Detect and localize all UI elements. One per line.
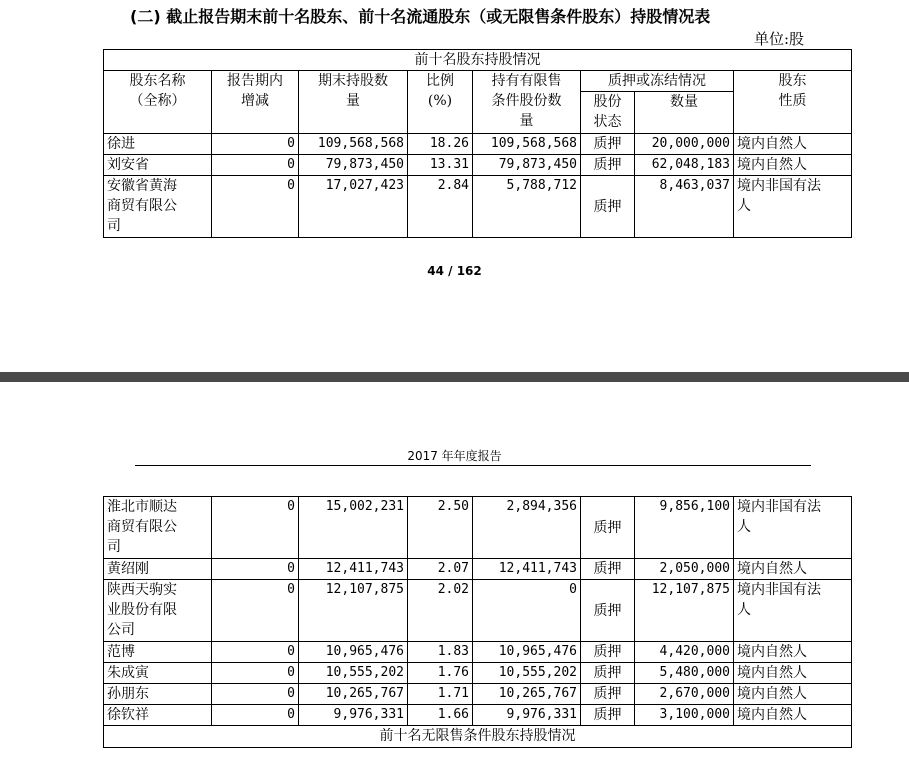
cell-change: 0 (212, 663, 299, 684)
page-44 (0, 0, 909, 372)
shareholder-row (104, 705, 852, 726)
cell-change: 0 (212, 580, 299, 642)
cell-nature: 境内自然人 (734, 559, 852, 580)
cell-name: 淮北市顺达 商贸有限公 司 (104, 497, 212, 559)
cell-ratio: 1.83 (408, 642, 473, 663)
col-header-nature: 股东 性质 (734, 71, 852, 134)
cell-nature: 境内自然人 (734, 663, 852, 684)
top-shareholders-table-continued (103, 496, 852, 748)
cell-name: 孙朋东 (104, 684, 212, 705)
shareholder-row (104, 580, 852, 642)
header-rule (135, 465, 811, 466)
page-separator (0, 372, 909, 382)
col-header-share-status: 股份 状态 (581, 92, 635, 134)
continued-rows (104, 497, 852, 726)
cell-ratio: 2.07 (408, 559, 473, 580)
cell-status: 质押 (581, 134, 635, 155)
cell-restricted: 10,265,767 (473, 684, 581, 705)
shareholder-row (104, 155, 852, 176)
cell-quantity: 8,463,037 (635, 176, 734, 238)
cell-ratio: 18.26 (408, 134, 473, 155)
cell-holding: 12,411,743 (299, 559, 408, 580)
cell-name: 徐钦祥 (104, 705, 212, 726)
cell-name: 刘安省 (104, 155, 212, 176)
col-header-restricted: 持有有限售 条件股份数 量 (473, 71, 581, 134)
col-header-name: 股东名称 （全称） (104, 71, 212, 134)
cell-status: 质押 (581, 663, 635, 684)
section-heading: (二) 截止报告期末前十名股东、前十名流通股东（或无限售条件股东）持股情况表 (130, 7, 711, 26)
cell-status: 质押 (581, 176, 635, 238)
cell-quantity: 5,480,000 (635, 663, 734, 684)
cell-ratio: 13.31 (408, 155, 473, 176)
cell-holding: 10,555,202 (299, 663, 408, 684)
top-shareholders-table (103, 49, 852, 238)
cell-status: 质押 (581, 559, 635, 580)
cell-holding: 15,002,231 (299, 497, 408, 559)
cell-status: 质押 (581, 705, 635, 726)
cell-ratio: 1.66 (408, 705, 473, 726)
cell-restricted: 5,788,712 (473, 176, 581, 238)
cell-status: 质押 (581, 155, 635, 176)
cell-name: 朱成寅 (104, 663, 212, 684)
cell-name: 安徽省黄海 商贸有限公 司 (104, 176, 212, 238)
cell-restricted: 79,873,450 (473, 155, 581, 176)
cell-ratio: 1.76 (408, 663, 473, 684)
cell-restricted: 10,965,476 (473, 642, 581, 663)
cell-quantity: 9,856,100 (635, 497, 734, 559)
page-indicator: 44 / 162 (427, 264, 482, 278)
cell-holding: 9,976,331 (299, 705, 408, 726)
cell-restricted: 12,411,743 (473, 559, 581, 580)
col-header-ratio: 比例 (%) (408, 71, 473, 134)
cell-nature: 境内自然人 (734, 155, 852, 176)
cell-holding: 109,568,568 (299, 134, 408, 155)
cell-ratio: 2.50 (408, 497, 473, 559)
cell-ratio: 1.71 (408, 684, 473, 705)
cell-nature: 境内自然人 (734, 134, 852, 155)
shareholder-row (104, 663, 852, 684)
cell-holding: 17,027,423 (299, 176, 408, 238)
cell-status: 质押 (581, 580, 635, 642)
cell-quantity: 3,100,000 (635, 705, 734, 726)
cell-restricted: 0 (473, 580, 581, 642)
cell-nature: 境内非国有法 人 (734, 580, 852, 642)
col-header-holding: 期末持股数 量 (299, 71, 408, 134)
cell-holding: 10,265,767 (299, 684, 408, 705)
unrestricted-section-title: 前十名无限售条件股东持股情况 (104, 726, 852, 748)
cell-change: 0 (212, 684, 299, 705)
cell-nature: 境内自然人 (734, 642, 852, 663)
cell-name: 徐进 (104, 134, 212, 155)
col-header-change: 报告期内 增减 (212, 71, 299, 134)
cell-quantity: 4,420,000 (635, 642, 734, 663)
cell-restricted: 109,568,568 (473, 134, 581, 155)
cell-nature: 境内自然人 (734, 684, 852, 705)
cell-holding: 10,965,476 (299, 642, 408, 663)
cell-change: 0 (212, 559, 299, 580)
shareholder-row (104, 642, 852, 663)
cell-nature: 境内自然人 (734, 705, 852, 726)
cell-ratio: 2.02 (408, 580, 473, 642)
report-header: 2017 年年度报告 (407, 449, 502, 463)
cell-holding: 79,873,450 (299, 155, 408, 176)
cell-name: 陕西天驹实 业股份有限 公司 (104, 580, 212, 642)
shareholder-row (104, 497, 852, 559)
cell-holding: 12,107,875 (299, 580, 408, 642)
cell-status: 质押 (581, 684, 635, 705)
cell-status: 质押 (581, 497, 635, 559)
cell-change: 0 (212, 705, 299, 726)
cell-name: 黄绍刚 (104, 559, 212, 580)
unit-label: 单位:股 (754, 30, 805, 48)
cell-quantity: 20,000,000 (635, 134, 734, 155)
cell-restricted: 9,976,331 (473, 705, 581, 726)
cell-change: 0 (212, 155, 299, 176)
cell-change: 0 (212, 497, 299, 559)
cell-quantity: 62,048,183 (635, 155, 734, 176)
cell-change: 0 (212, 642, 299, 663)
cell-nature: 境内非国有法 人 (734, 176, 852, 238)
cell-quantity: 2,670,000 (635, 684, 734, 705)
col-header-quantity: 数量 (635, 92, 734, 134)
cell-change: 0 (212, 176, 299, 238)
shareholder-row (104, 134, 852, 155)
shareholder-row (104, 559, 852, 580)
cell-quantity: 12,107,875 (635, 580, 734, 642)
cell-name: 范博 (104, 642, 212, 663)
cell-quantity: 2,050,000 (635, 559, 734, 580)
cell-change: 0 (212, 134, 299, 155)
top-rows (104, 134, 852, 238)
shareholder-row (104, 176, 852, 238)
cell-restricted: 2,894,356 (473, 497, 581, 559)
cell-restricted: 10,555,202 (473, 663, 581, 684)
table-title: 前十名股东持股情况 (104, 50, 852, 71)
cell-status: 质押 (581, 642, 635, 663)
shareholder-row (104, 684, 852, 705)
col-header-pledge-group: 质押或冻结情况 (581, 71, 734, 92)
cell-ratio: 2.84 (408, 176, 473, 238)
cell-nature: 境内非国有法 人 (734, 497, 852, 559)
